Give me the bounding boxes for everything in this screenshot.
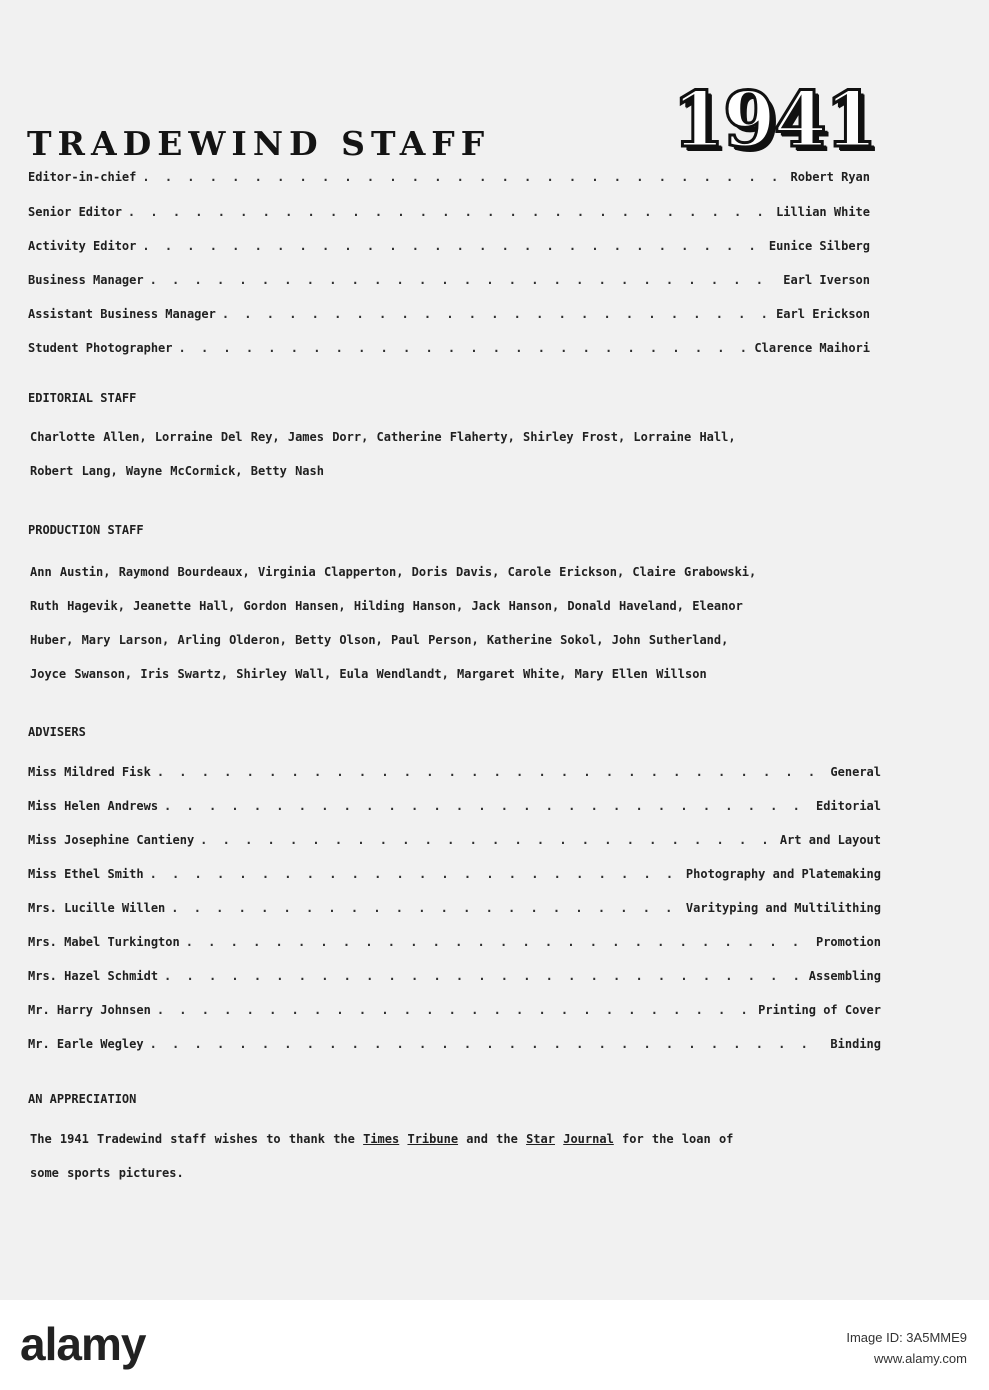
adviser-row	[28, 969, 881, 983]
newspaper-name: Times	[363, 1132, 400, 1146]
adviser-row	[28, 799, 881, 813]
appreciation-text-part: The 1941 Tradewind staff wishes to thank the	[30, 1132, 364, 1146]
dot-leader	[142, 170, 784, 184]
dot-leader	[150, 273, 778, 287]
footer-bar	[0, 1300, 989, 1390]
editorial-staff-list	[30, 420, 890, 488]
adviser-name: Mrs. Hazel Schmidt	[28, 969, 159, 983]
adviser-row	[28, 765, 881, 779]
officer-name: Earl Iverson	[783, 273, 870, 287]
dot-leader	[157, 1003, 752, 1017]
adviser-row	[28, 935, 881, 949]
production-line: Ruth Hagevik, Jeanette Hall, Gordon Hansen, Hilding Hanson, Jack Hanson, Donald Haveland, Eleanor	[30, 599, 743, 613]
production-staff-heading: PRODUCTION STAFF	[28, 523, 144, 537]
appreciation-text-part: and the	[458, 1132, 527, 1146]
appreciation-heading: AN APPRECIATION	[28, 1092, 137, 1106]
appreciation-line: some sports pictures.	[30, 1166, 184, 1180]
adviser-role: Photography and Platemaking	[685, 867, 881, 881]
dot-leader	[128, 205, 770, 219]
dot-leader	[164, 799, 810, 813]
dot-leader	[200, 833, 774, 847]
adviser-role: Editorial	[815, 799, 881, 813]
officer-row	[28, 273, 870, 287]
adviser-row	[28, 1037, 881, 1051]
officer-role: Senior Editor	[28, 205, 122, 219]
adviser-name: Mrs. Lucille Willen	[28, 901, 166, 915]
officer-row	[28, 170, 870, 184]
appreciation-line	[30, 1122, 890, 1156]
production-line: Ann Austin, Raymond Bourdeaux, Virginia Clapperton, Doris Davis, Carole Erickson, Claire Grabowski,	[30, 565, 757, 579]
adviser-role: Art and Layout	[779, 833, 881, 847]
dot-leader	[150, 1037, 825, 1051]
officer-role: Activity Editor	[28, 239, 137, 253]
officer-role: Student Photographer	[28, 341, 173, 355]
adviser-name: Miss Helen Andrews	[28, 799, 159, 813]
adviser-row	[28, 901, 881, 915]
appreciation-text-part: for the loan of	[613, 1132, 734, 1146]
officer-name: Earl Erickson	[776, 307, 870, 321]
dot-leader	[142, 239, 762, 253]
production-staff-list	[30, 555, 890, 691]
adviser-name: Miss Ethel Smith	[28, 867, 144, 881]
editorial-line: Charlotte Allen, Lorraine Del Rey, James Dorr, Catherine Flaherty, Shirley Frost, Lorraine Hall,	[30, 430, 736, 444]
adviser-name: Mr. Earle Wegley	[28, 1037, 144, 1051]
adviser-row	[28, 867, 881, 881]
adviser-role: Binding	[830, 1037, 881, 1051]
officer-row	[28, 341, 870, 355]
officer-name: Lillian White	[776, 205, 870, 219]
adviser-role: Assembling	[808, 969, 881, 983]
production-line: Huber, Mary Larson, Arling Olderon, Betty Olson, Paul Person, Katherine Sokol, John Sutherland,	[30, 633, 729, 647]
production-line: Joyce Swanson, Iris Swartz, Shirley Wall, Eula Wendlandt, Margaret White, Mary Ellen Willson	[30, 667, 707, 681]
newspaper-name: Tribune	[407, 1132, 459, 1146]
dot-leader	[186, 935, 810, 949]
officer-name: Eunice Silberg	[768, 239, 870, 253]
alamy-logo: alamy	[20, 1318, 146, 1370]
dot-leader	[179, 341, 749, 355]
adviser-role: Printing of Cover	[758, 1003, 881, 1017]
page-title: TRADEWIND STAFF	[27, 124, 491, 163]
adviser-row	[28, 1003, 881, 1017]
adviser-role: Varityping and Multilithing	[685, 901, 881, 915]
adviser-row	[28, 833, 881, 847]
site-url: www.alamy.com	[874, 1351, 967, 1366]
officer-name: Robert Ryan	[790, 170, 870, 184]
editorial-line: Robert Lang, Wayne McCormick, Betty Nash	[30, 464, 324, 478]
adviser-name: Mrs. Mabel Turkington	[28, 935, 180, 949]
newspaper-name: Journal	[563, 1132, 614, 1146]
officer-role: Editor-in-chief	[28, 170, 137, 184]
dot-leader	[171, 901, 680, 915]
officer-row	[28, 205, 870, 219]
officer-row	[28, 239, 870, 253]
adviser-name: Mr. Harry Johnsen	[28, 1003, 151, 1017]
officer-role: Business Manager	[28, 273, 144, 287]
dot-leader	[150, 867, 680, 881]
advisers-heading: ADVISERS	[28, 725, 86, 739]
officer-row	[28, 307, 870, 321]
newspaper-name: Star	[526, 1132, 555, 1146]
adviser-name: Miss Mildred Fisk	[28, 765, 151, 779]
year-heading: 1941	[672, 75, 876, 164]
officer-role: Assistant Business Manager	[28, 307, 216, 321]
appreciation-text	[30, 1122, 890, 1190]
adviser-role: Promotion	[815, 935, 881, 949]
dot-leader	[222, 307, 770, 321]
officer-name: Clarence Maihori	[754, 341, 870, 355]
adviser-name: Miss Josephine Cantieny	[28, 833, 195, 847]
image-id-label: Image ID: 3A5MME9	[846, 1330, 967, 1345]
adviser-role: General	[830, 765, 881, 779]
editorial-staff-heading: EDITORIAL STAFF	[28, 391, 137, 405]
dot-leader	[157, 765, 825, 779]
dot-leader	[164, 969, 803, 983]
